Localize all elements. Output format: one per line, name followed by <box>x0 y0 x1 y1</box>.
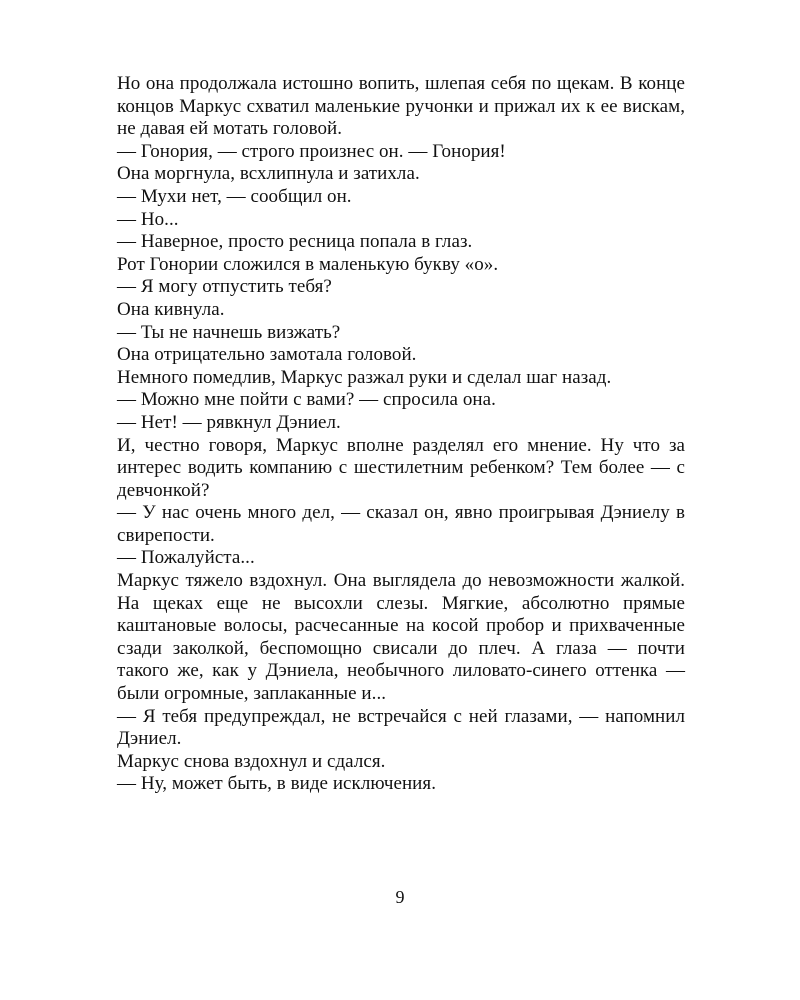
paragraph: — Нет! — рявкнул Дэниел. <box>117 411 341 433</box>
paragraph: — Пожалуйста... <box>117 547 255 569</box>
paragraph: — Ну, может быть, в виде исключения. <box>117 773 436 795</box>
paragraph: — Гонория, — строго произнес он. — Гонория! <box>117 140 506 162</box>
paragraph: Она кивнула. <box>117 298 225 320</box>
paragraph: Маркус тяжело вздохнул. Она выглядела до невозможности жалкой. На щеках еще не высохли слезы. Мягкие, абсолютно прямые каштановые волосы, расчесанные на косой пробор и прихваченные сзади заколкой, беспомощно свисали до плеч. А глаза — почти такого же, как у Дэниела, необычного лиловато-синего оттенка — были огромные, заплаканные и... <box>117 570 685 705</box>
paragraph: Немного помедлив, Маркус разжал руки и сделал шаг назад. <box>117 366 612 388</box>
paragraph: — Мухи нет, — сообщил он. <box>117 185 352 207</box>
page-number: 9 <box>395 887 405 907</box>
paragraph: И, честно говоря, Маркус вполне разделял его мнение. Ну что за интерес водить компанию с шестилетним ребенком? Тем более — с девчонкой? <box>117 434 685 501</box>
paragraph: — Но... <box>117 208 179 230</box>
paragraph: — Я могу отпустить тебя? <box>117 276 332 298</box>
paragraph: — Ты не начнешь визжать? <box>117 321 341 343</box>
paragraph: Она моргнула, всхлипнула и затихла. <box>117 163 420 185</box>
paragraph: Но она продолжала истошно вопить, шлепая себя по щекам. В конце концов Маркус схватил маленькие ручонки и прижал их к ее вискам, не давая ей мотать головой. <box>117 73 685 140</box>
paragraph: — Можно мне пойти с вами? — спросила она. <box>117 389 496 411</box>
paragraph: Маркус снова вздохнул и сдался. <box>117 750 386 772</box>
page-text <box>117 73 685 796</box>
paragraph: Рот Гонории сложился в маленькую букву «о». <box>117 253 499 275</box>
paragraph: — У нас очень много дел, — сказал он, явно проигрывая Дэниелу в свирепости. <box>117 502 685 546</box>
paragraph: — Я тебя предупреждал, не встречайся с ней глазами, — напомнил Дэниел. <box>117 705 685 750</box>
paragraph: Она отрицательно замотала головой. <box>117 344 417 366</box>
paragraph: — Наверное, просто ресница попала в глаз. <box>117 231 473 253</box>
